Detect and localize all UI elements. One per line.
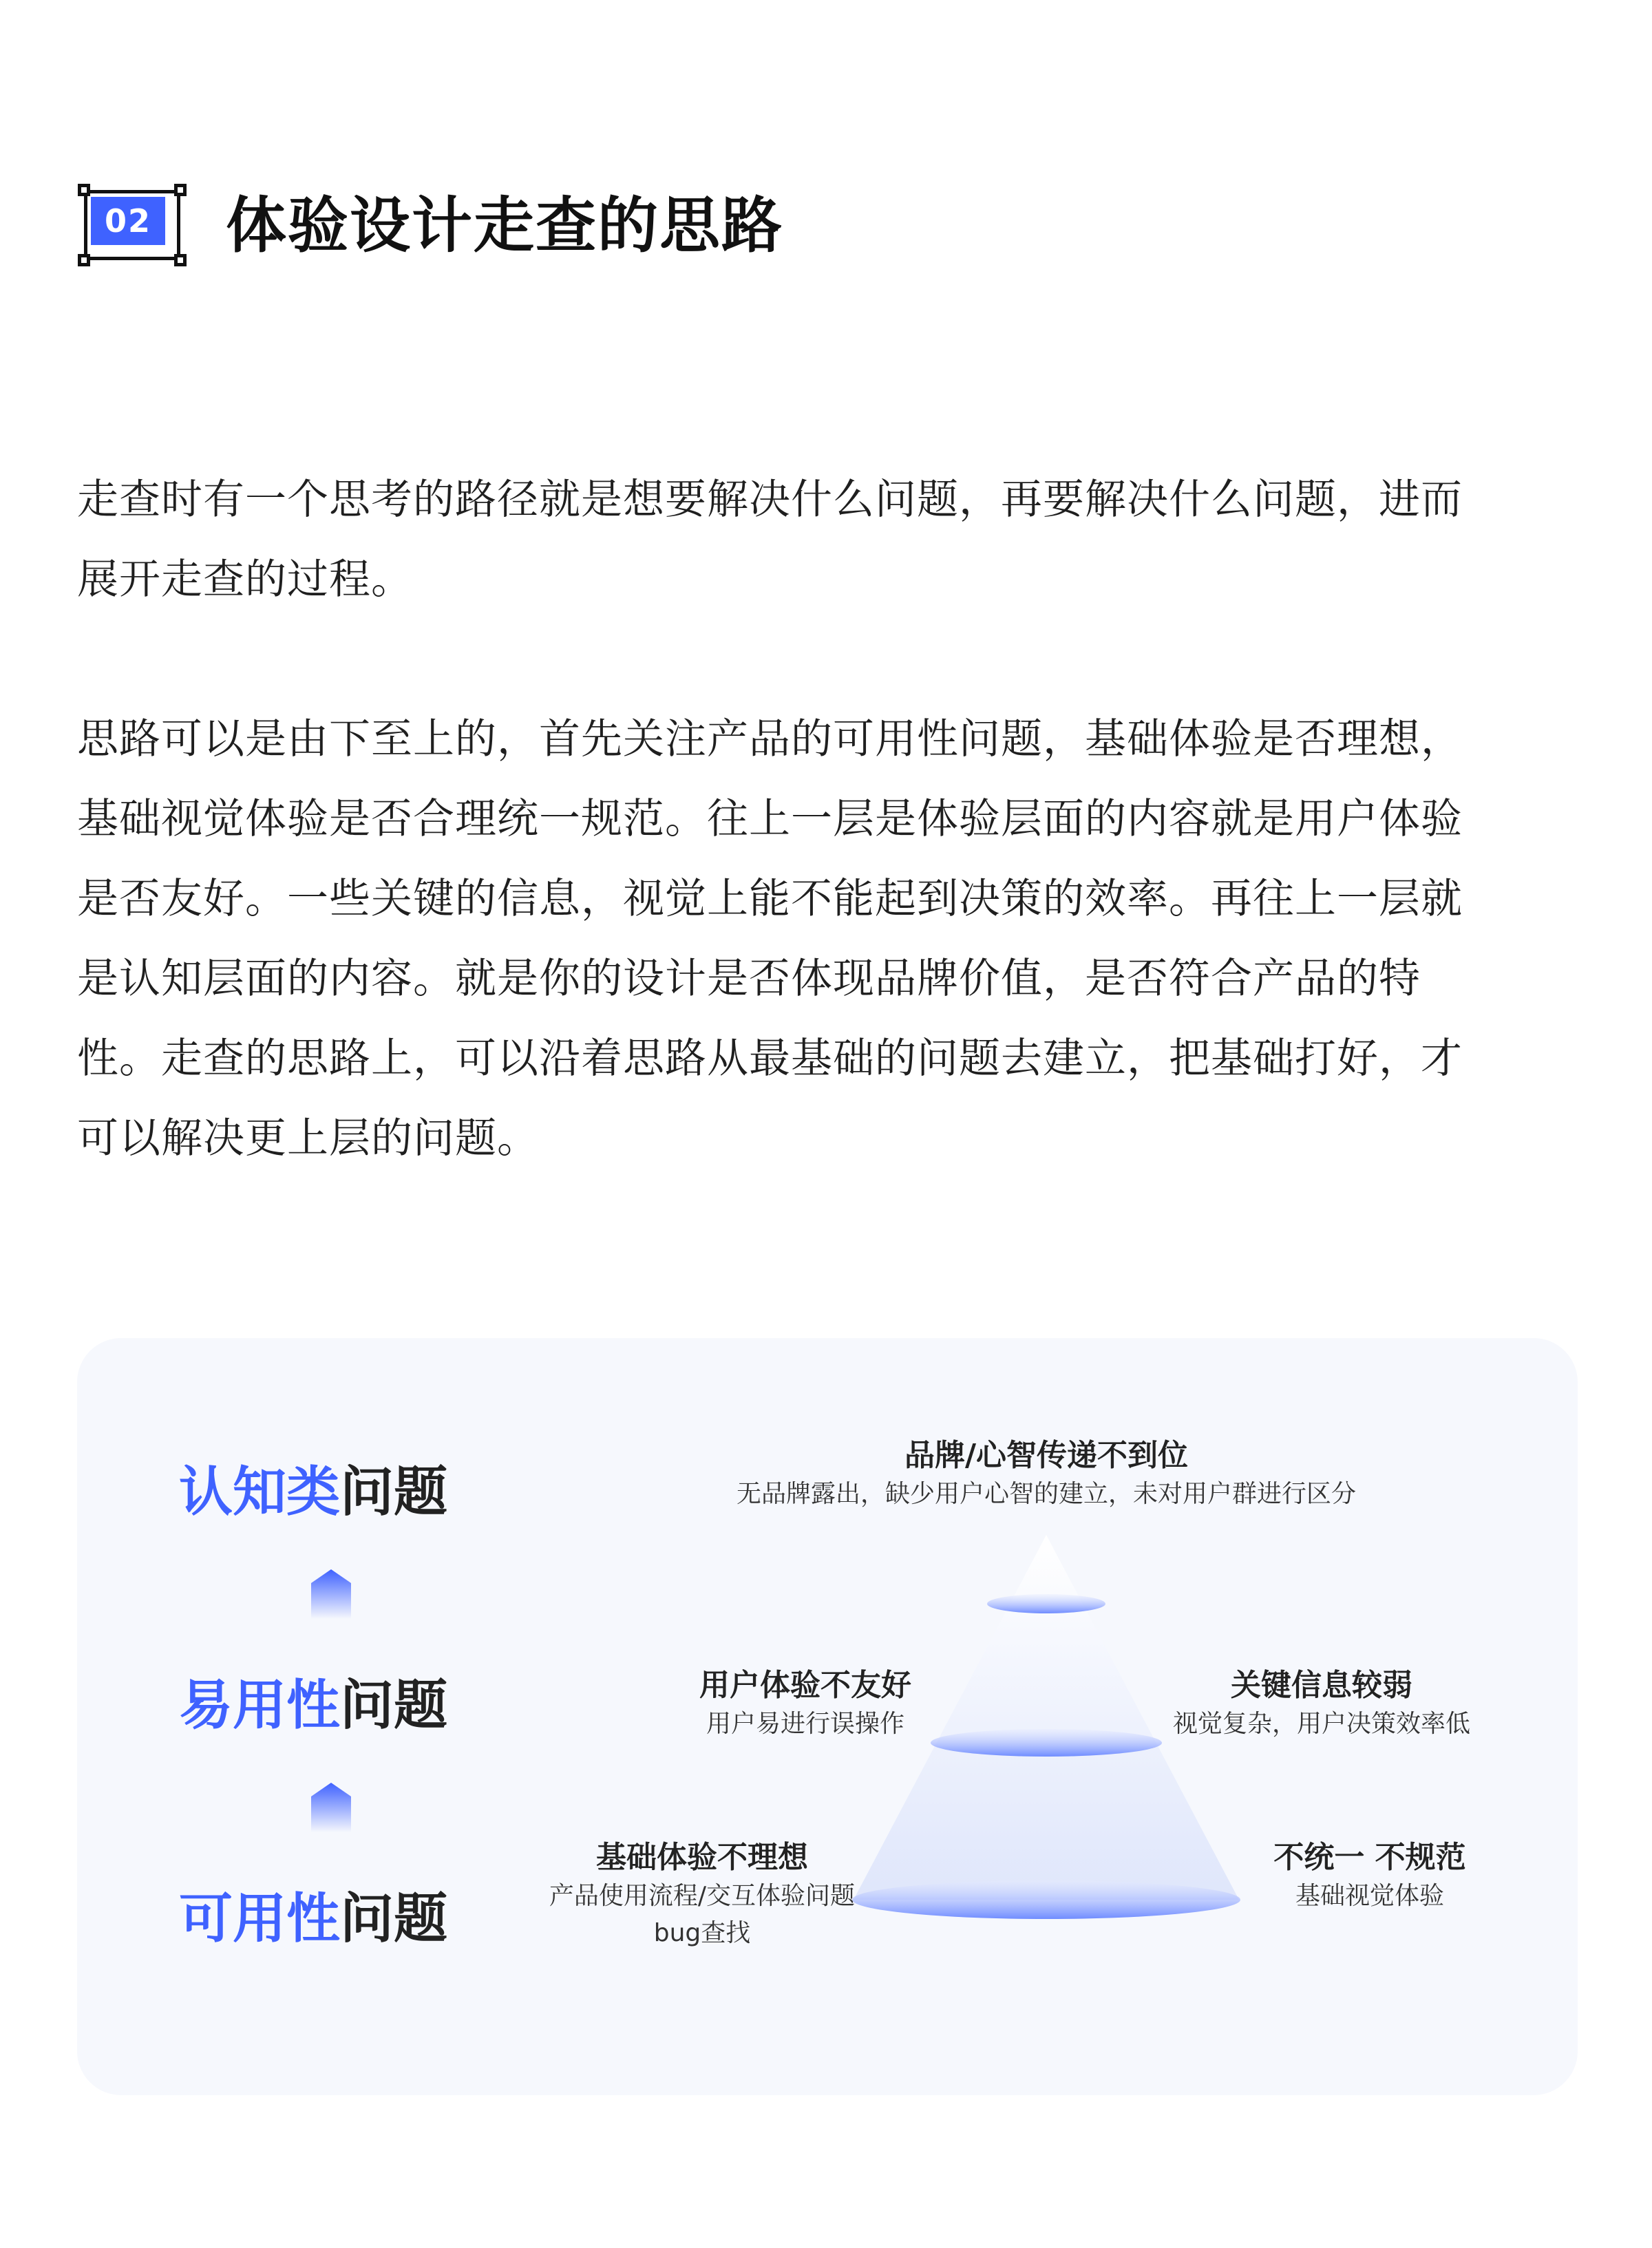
label-mid-right xyxy=(1143,1666,1501,1743)
label-desc-2: bug查找 xyxy=(653,1919,751,1947)
label-desc: 基础视觉体验 xyxy=(1295,1882,1444,1910)
level-rest: 问题 xyxy=(340,1888,448,1950)
label-bottom-left xyxy=(523,1838,881,1952)
level-availability xyxy=(179,1885,447,1953)
frame-handle-icon xyxy=(78,254,90,266)
paragraph-line: 展开走查的过程。 xyxy=(77,555,413,604)
pyramid-ring-top xyxy=(987,1594,1105,1613)
section-number-badge xyxy=(80,186,184,264)
section-number: 02 xyxy=(91,197,165,245)
section-title: 体验设计走查的思路 xyxy=(226,190,784,261)
label-title: 不统一 不规范 xyxy=(1273,1840,1466,1875)
level-cognitive xyxy=(179,1458,447,1527)
level-highlight: 易用性 xyxy=(179,1675,341,1737)
paragraph-line: 思路可以是由下至上的，首先关注产品的可用性问题，基础体验是否理想， xyxy=(77,715,1463,763)
paragraph-line: 可以解决更上层的问题。 xyxy=(77,1114,539,1163)
level-rest: 问题 xyxy=(340,1675,448,1737)
level-rest: 问题 xyxy=(340,1461,448,1523)
label-desc: 视觉复杂，用户决策效率低 xyxy=(1172,1710,1470,1738)
paragraph-1 xyxy=(77,460,1578,619)
label-desc: 产品使用流程/交互体验问题 xyxy=(549,1882,856,1910)
label-title: 基础体验不理想 xyxy=(596,1840,808,1875)
label-title: 用户体验不友好 xyxy=(699,1668,911,1703)
label-bottom-right xyxy=(1239,1838,1501,1915)
level-highlight: 认知类 xyxy=(179,1461,341,1523)
paragraph-line: 性。走查的思路上，可以沿着思路从最基础的问题去建立，把基础打好，才 xyxy=(77,1035,1463,1083)
paragraph-2 xyxy=(77,699,1578,1178)
pyramid-ring-bottom xyxy=(852,1880,1240,1919)
paragraph-line: 是否友好。一些关键的信息，视觉上能不能起到决策的效率。再往上一层就 xyxy=(77,875,1463,923)
frame-handle-icon xyxy=(174,254,187,266)
label-mid-left xyxy=(633,1666,977,1743)
label-title: 关键信息较弱 xyxy=(1231,1668,1412,1703)
level-usability xyxy=(179,1671,447,1740)
label-desc: 无品牌露出，缺少用户心智的建立，未对用户群进行区分 xyxy=(736,1480,1356,1508)
paragraph-line: 基础视觉体验是否合理统一规范。往上一层是体验层面的内容就是用户体验 xyxy=(77,795,1463,843)
paragraph-line: 是认知层面的内容。就是你的设计是否体现品牌价值，是否符合产品的特 xyxy=(77,955,1421,1003)
level-highlight: 可用性 xyxy=(179,1888,341,1950)
label-title: 品牌/心智传递不到位 xyxy=(904,1438,1189,1473)
label-top xyxy=(688,1436,1404,1513)
label-desc: 用户易进行误操作 xyxy=(706,1710,904,1738)
up-arrow-icon xyxy=(311,1783,351,1832)
frame-handle-icon xyxy=(174,184,187,196)
paragraph-line: 走查时有一个思考的路径就是想要解决什么问题，再要解决什么问题，进而 xyxy=(77,476,1463,524)
up-arrow-icon xyxy=(311,1569,351,1619)
frame-handle-icon xyxy=(78,184,90,196)
